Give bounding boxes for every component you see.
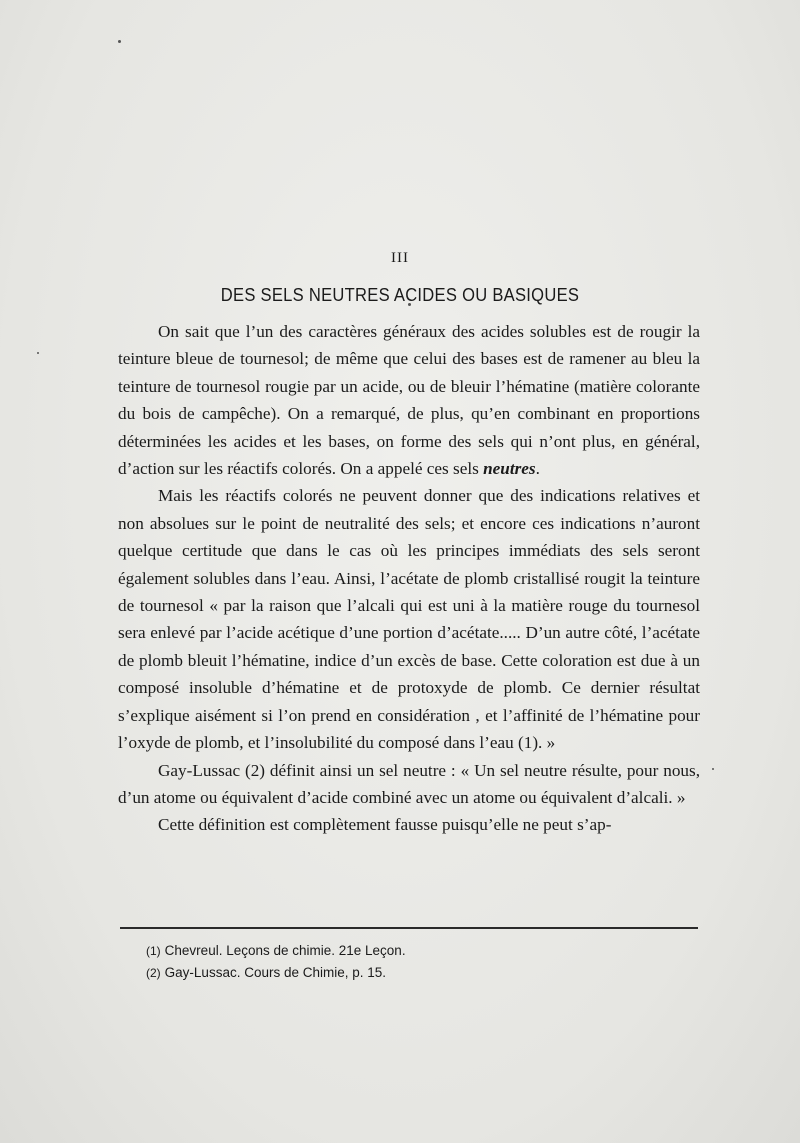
footnote-divider <box>120 927 698 929</box>
paragraph-text: On sait que l’un des caractères généraux des acides solubles est de rougir la teinture bleue de tournesol; de même que celui des bases est de ramener au bleu la teinture de tournesol rougie par un acide, ou de bleuir l’hématine (matière colorante du bois de campêche). On a remarqué, de plus, qu’en combinant en proportions déterminées les acides et les bases, on forme des sels qui n’ont plus, en général, d’action sur les réactifs colorés. On a appelé ces sels <box>118 322 700 479</box>
paragraph <box>118 811 700 838</box>
paragraph-text: Gay-Lussac (2) définit ainsi un sel neutre : « Un sel neutre résulte, pour nous, d’un atome ou équivalent d’acide combiné avec un atome ou équivalent d’alcali. » <box>118 760 700 807</box>
paragraph-text: Cette définition est complètement fausse puisqu’elle ne peut s’ap- <box>158 815 612 835</box>
footnote-mark: (2) <box>146 966 161 980</box>
body-text <box>118 318 700 839</box>
footnote-mark: (1) <box>146 944 161 958</box>
footnote <box>146 940 686 962</box>
paragraph <box>118 318 700 482</box>
footnote <box>146 962 686 984</box>
paragraph <box>118 482 700 756</box>
section-heading: DES SELS NEUTRES ACIDES OU BASIQUES <box>220 285 580 305</box>
ink-speck <box>118 40 121 43</box>
ink-speck <box>712 768 714 770</box>
section-number: III <box>391 250 409 266</box>
paragraph-text: . <box>535 459 540 479</box>
paragraph-text: Mais les réactifs colorés ne peuvent donner que des indications relatives et non absolues sur le point de neutralité des sels; et encore ces indications n’auront quelque certitude que dans le cas où les principes immédiats des sels seront également solubles dans l’eau. Ainsi, l’acétate de plomb cristallisé rougit la teinture de tournesol « par la raison que l’alcali qui est uni à la matière rouge du tournesol sera enlevé par l’acide acétique d’une portion d’acétate..... D’un autre côté, l’acétate de plomb bleuit l’hématine, indice d’un excès de base. Cette coloration est due à un composé insoluble d’hématine et de protoxyde de plomb. Ce dernier résultat s’explique aisément si l’on prend en considération , et l’affinité de l’hématine pour l’oxyde de plomb, et l’insolubilité du composé dans l’eau (1). » <box>118 486 700 753</box>
footnotes <box>146 940 686 984</box>
footnote-text: Gay-Lussac. Cours de Chimie, p. 15. <box>164 965 387 980</box>
italic-term: neutres <box>483 459 536 479</box>
footnote-text: Chevreul. Leçons de chimie. 21e Leçon. <box>164 943 406 958</box>
ink-speck <box>37 352 39 354</box>
paragraph <box>118 757 700 812</box>
